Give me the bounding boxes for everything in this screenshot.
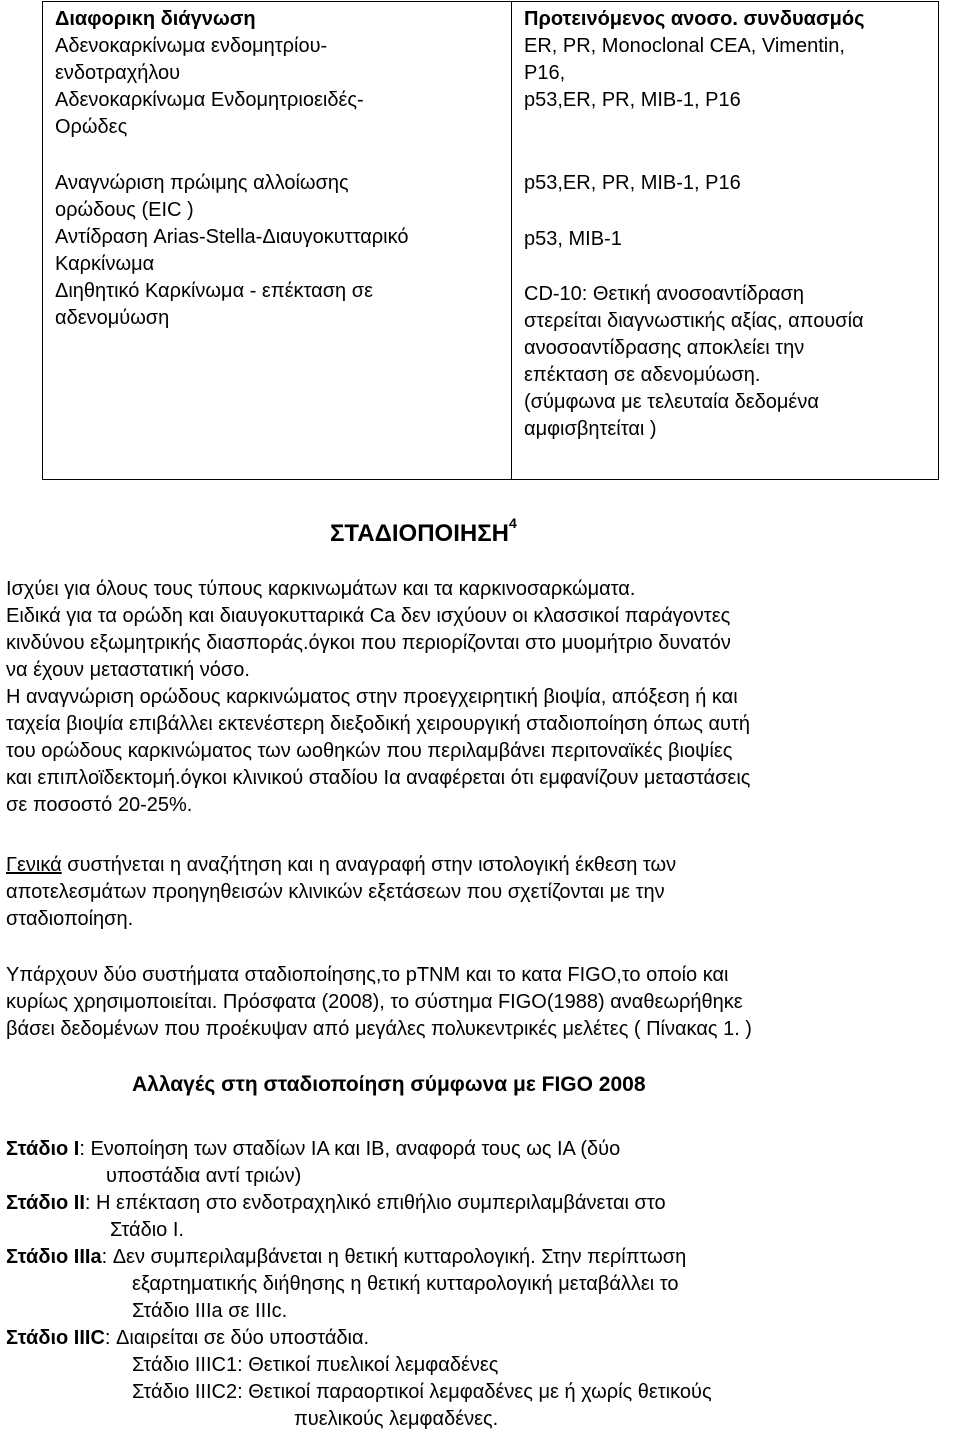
stage-item <box>6 1190 946 1217</box>
table-cell-text: Διηθητικό Καρκίνωμα - επέκταση σε <box>55 280 373 302</box>
table-cell-text: στερείται διαγνωστικής αξίας, απουσία <box>524 310 864 332</box>
paragraph-line: Η αναγνώριση ορώδους καρκινώματος στην προεγχειρητική βιοψία, απόξεση ή και <box>6 686 738 708</box>
table-cell-text: Αναγνώριση πρώιμης αλλοίωσης <box>55 172 349 194</box>
staging-systems-paragraph <box>6 962 946 1043</box>
table-cell-text: Ορώδες <box>55 116 128 138</box>
general-recommendation-paragraph <box>6 852 946 933</box>
paragraph-line: ταχεία βιοψία επιβάλλει εκτενέστερη διεξοδική χειρουργική σταδιοποίηση όπως αυτή <box>6 713 750 735</box>
paragraph-line: Υπάρχουν δύο συστήματα σταδιοποίησης,το pTNM και το κατα FIGO,το οποίο και <box>6 964 729 986</box>
stage-text: : Η επέκταση στο ενδοτραχηλικό επιθήλιο συμπεριλαμβάνεται στο <box>84 1192 666 1214</box>
paragraph-line: να έχουν μεταστατική νόσο. <box>6 659 250 681</box>
table-cell-text: (σύμφωνα με τελευταία δεδομένα <box>524 391 819 413</box>
underlined-word: Γενικά <box>6 854 62 876</box>
figo-changes-heading: Αλλαγές στη σταδιοποίηση σύμφωνα με FIGO 2008 <box>132 1073 646 1096</box>
table-cell-text: P16, <box>524 62 566 84</box>
paragraph-line: σε ποσοστό 20-25%. <box>6 794 193 816</box>
paragraph-line <box>6 852 946 879</box>
table-cell-text: Αδενοκαρκίνωμα Ενδομητριοειδές- <box>55 89 364 111</box>
table-cell-text: ER, PR, Monoclonal CEA, Vimentin, <box>524 35 845 57</box>
stage-continuation: Στάδιο ΙΙΙC2: Θετικοί παραορτικοί λεμφαδένες με ή χωρίς θετικούς <box>132 1381 712 1403</box>
paragraph-line: και επιπλοϊδεκτομή.όγκοι κλινικού σταδίου Ια αναφέρεται ότι εμφανίζουν μεταστάσεις <box>6 767 751 789</box>
paragraph-line: σταδιοποίηση. <box>6 908 134 930</box>
staging-paragraph <box>6 576 946 819</box>
stage-continuation: Στάδιο ΙΙΙC1: Θετικοί πυελικοί λεμφαδένες <box>132 1354 499 1376</box>
table-cell-text: p53,ER, PR, MIB-1, P16 <box>524 89 741 111</box>
table-cell-text: p53, MIB-1 <box>524 228 622 250</box>
differential-diagnosis-table <box>42 1 939 480</box>
table-cell-text: Αντίδραση Arias-Stella-Διαυγοκυτταρικό <box>55 226 409 248</box>
stage-text: : Διαιρείται σε δύο υποστάδια. <box>104 1327 370 1349</box>
stage-continuation: πυελικούς λεμφαδένες. <box>294 1408 499 1430</box>
table-cell-text: Καρκίνωμα <box>55 253 155 275</box>
section-title <box>330 512 517 549</box>
stage-text: : Δεν συμπεριλαμβάνεται η θετική κυτταρολογική. Στην περίπτωση <box>101 1246 687 1268</box>
stage-list <box>6 1136 946 1433</box>
table-cell-text: αμφισβητείται ) <box>524 418 657 440</box>
paragraph-line: κινδύνου εξωμητρικής διασποράς.όγκοι που περιορίζονται στο μυομήτριο δυνατόν <box>6 632 731 654</box>
stage-item <box>6 1136 946 1163</box>
paragraph-line: Ισχύει για όλους τους τύπους καρκινωμάτων και τα καρκινοσαρκώματα. <box>6 578 636 600</box>
table-column-diagnosis <box>43 2 512 479</box>
stage-text: : Ενοποίηση των σταδίων ΙΑ και ΙΒ, αναφορά τους ως ΙΑ (δύο <box>79 1138 621 1160</box>
paragraph-line: βάσει δεδομένων που προέκυψαν από μεγάλες πολυκεντρικές μελέτες ( Πίνακας 1. ) <box>6 1018 752 1040</box>
stage-name: Στάδιο ΙΙΙC <box>6 1327 105 1349</box>
stage-name: Στάδιο ΙΙ <box>6 1192 85 1214</box>
stage-continuation: εξαρτηματικής διήθησης η θετική κυτταρολογική μεταβάλλει το <box>132 1273 679 1295</box>
table-cell-text: Αδενοκαρκίνωμα ενδομητρίου- <box>55 35 328 57</box>
table-cell-text: ενδοτραχήλου <box>55 62 181 84</box>
stage-item <box>6 1244 946 1271</box>
stage-name: Στάδιο Ι <box>6 1138 80 1160</box>
table-cell-text: ορώδους (EIC ) <box>55 199 194 221</box>
table-header-immunostains: Προτεινόμενος ανοσο. συνδυασμός <box>524 8 865 30</box>
paragraph-line: κυρίως χρησιμοποιείται. Πρόσφατα (2008), το σύστημα FIGO(1988) αναθεωρήθηκε <box>6 991 743 1013</box>
paragraph-line: Ειδικά για τα ορώδη και διαυγοκυτταρικά Ca δεν ισχύουν οι κλασσικοί παράγοντες <box>6 605 731 627</box>
table-header-diagnosis: Διαφορικη διάγνωση <box>55 8 256 30</box>
stage-name: Στάδιο ΙΙΙa <box>6 1246 102 1268</box>
stage-continuation: Στάδιο Ι. <box>110 1219 184 1241</box>
table-cell-text: CD-10: Θετική ανοσοαντίδραση <box>524 283 804 305</box>
stage-continuation: υποστάδια αντί τριών) <box>106 1165 302 1187</box>
table-cell-text: επέκταση σε αδενομύωση. <box>524 364 761 386</box>
table-cell-text: αδενομύωση <box>55 307 170 329</box>
paragraph-line: αποτελεσμάτων προηγηθεισών κλινικών εξετάσεων που σχετίζονται με την <box>6 881 665 903</box>
paragraph-line-rest: συστήνεται η αναζήτηση και η αναγραφή στην ιστολογική έκθεση των <box>61 854 677 876</box>
stage-item <box>6 1325 946 1352</box>
section-title-text: ΣΤΑΔΙΟΠΟΙΗΣΗ <box>330 520 509 547</box>
footnote-reference: 4 <box>508 515 517 531</box>
table-cell-text: ανοσοαντίδρασης αποκλείει την <box>524 337 805 359</box>
stage-continuation: Στάδιο ΙΙΙa σε ΙΙΙc. <box>132 1300 288 1322</box>
table-cell-text: p53,ER, PR, MIB-1, P16 <box>524 172 741 194</box>
paragraph-line: του ορώδους καρκινώματος των ωοθηκών που περιλαμβάνει περιτοναϊκές βιοψίες <box>6 740 733 762</box>
table-column-immunostains <box>512 2 938 479</box>
